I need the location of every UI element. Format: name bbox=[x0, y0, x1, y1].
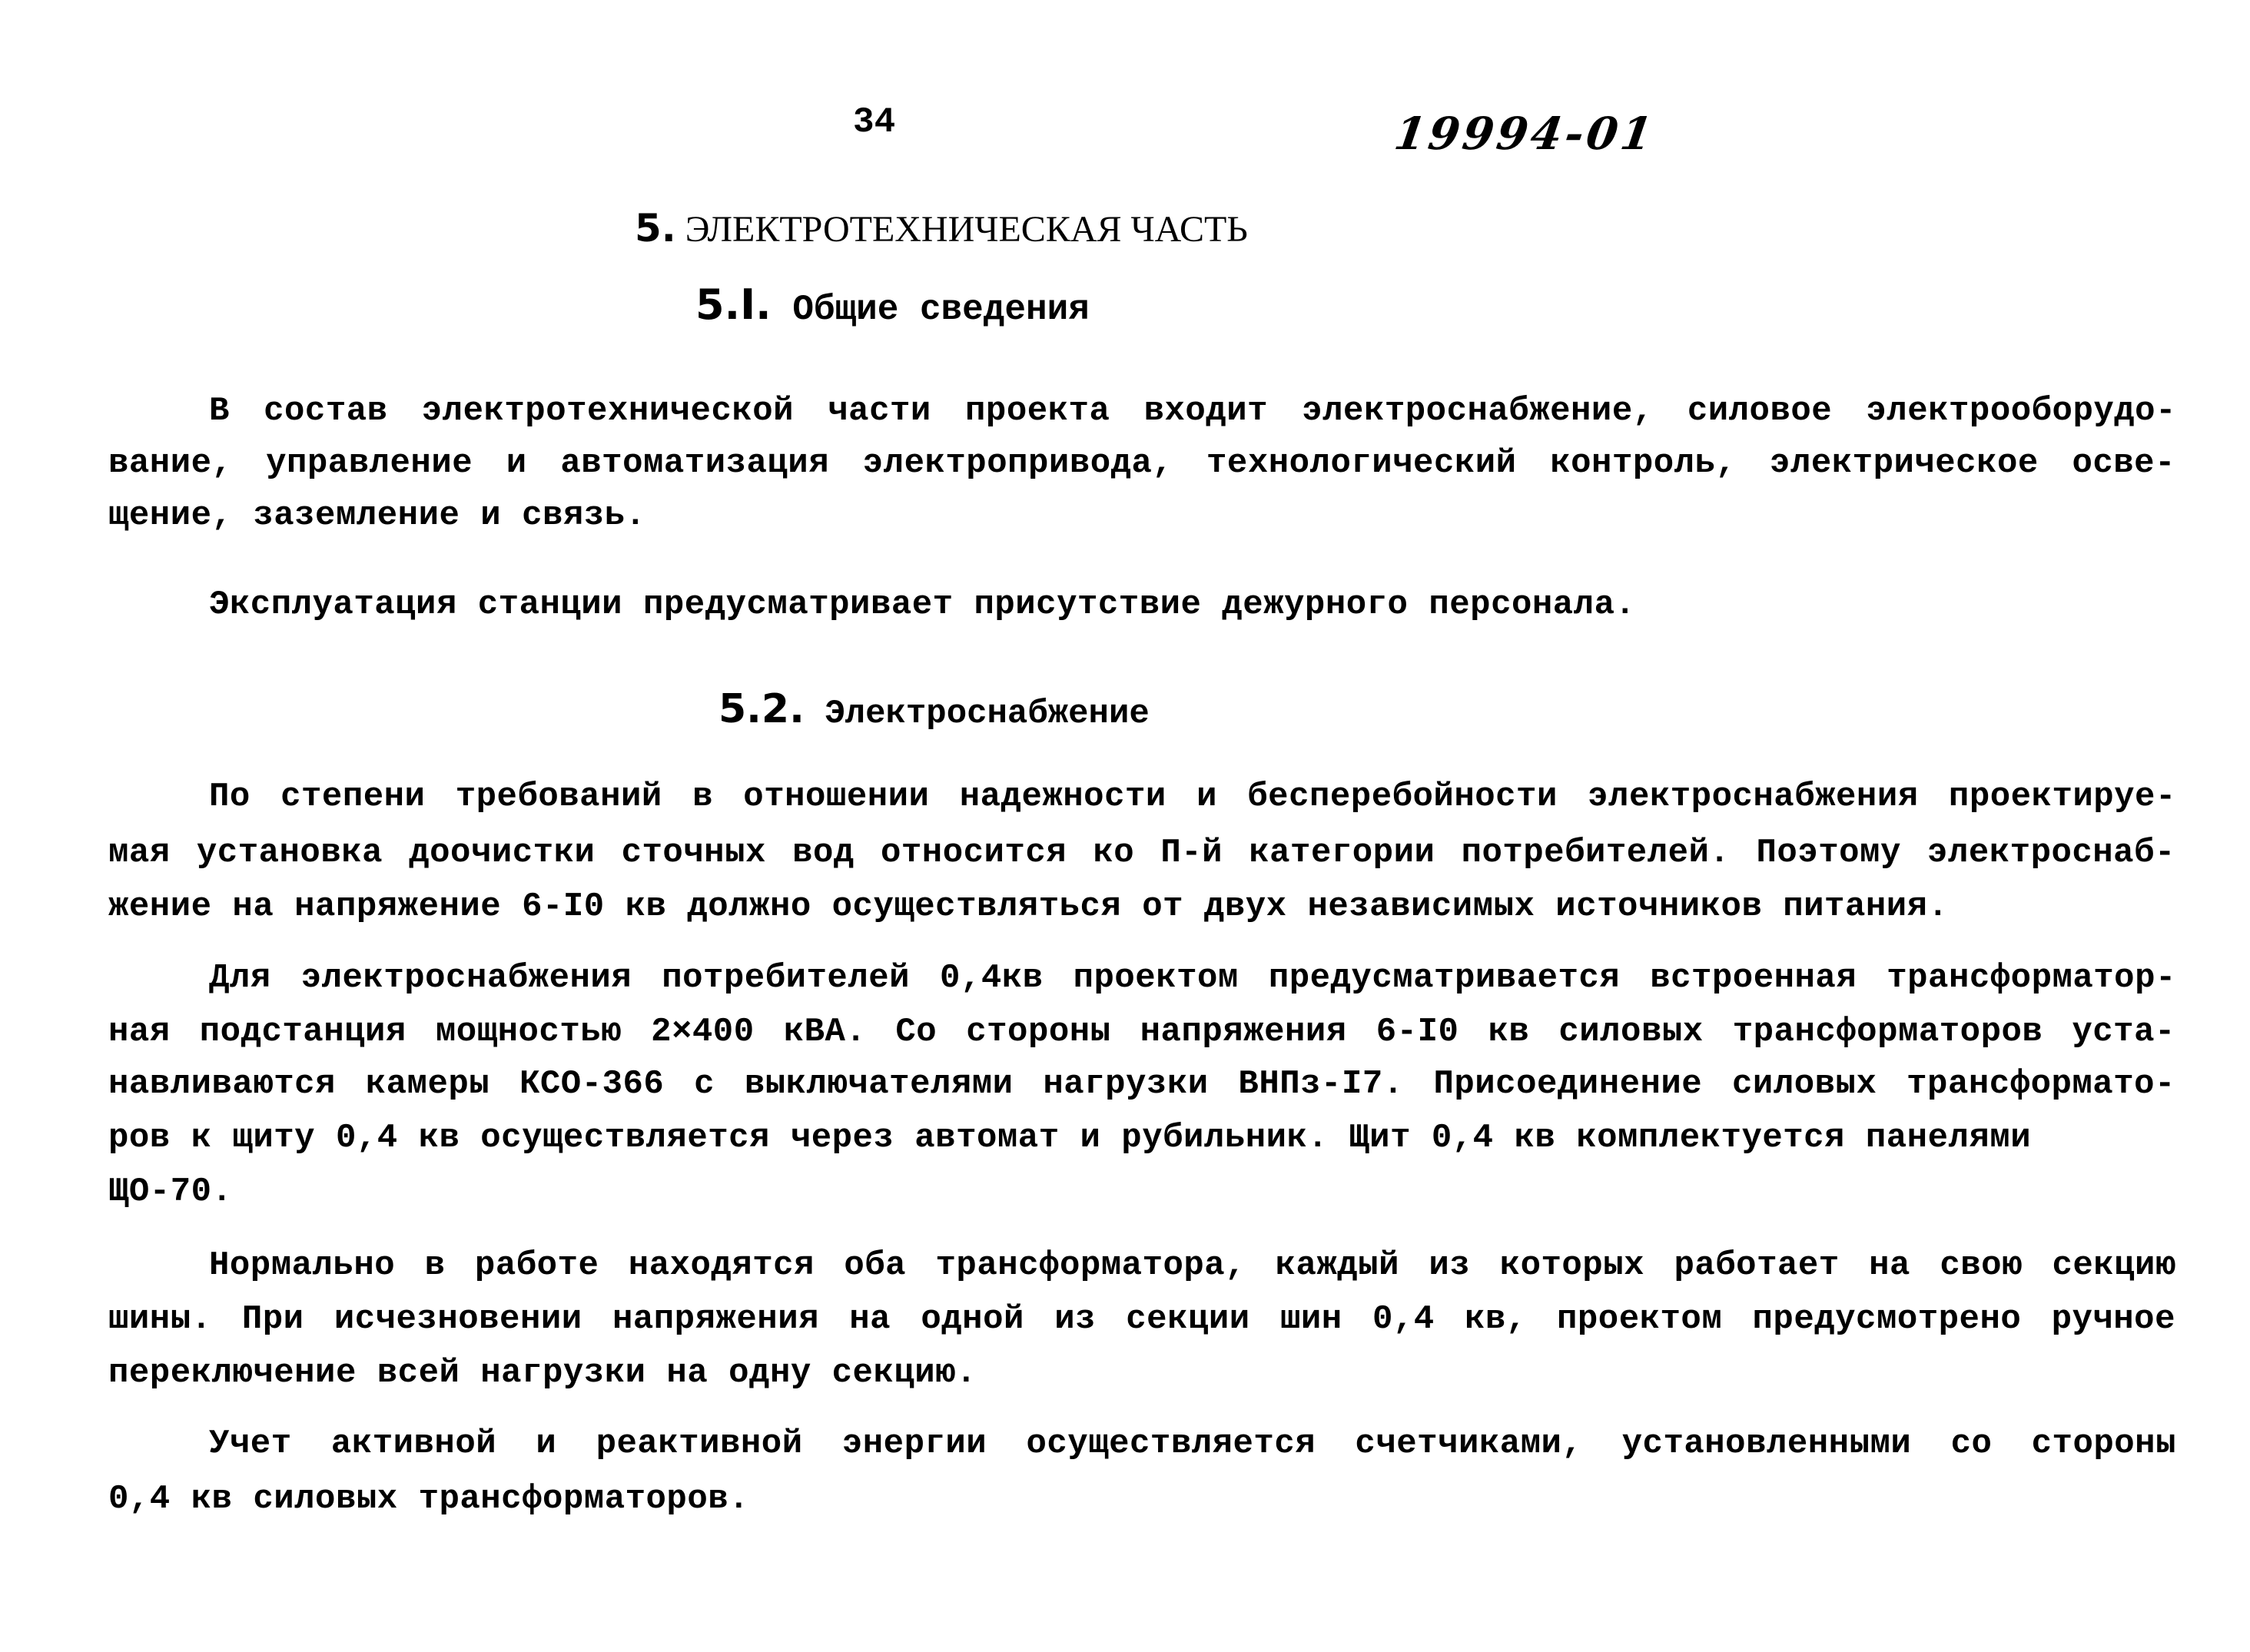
word: свою bbox=[1940, 1246, 2023, 1285]
word: проектом bbox=[1557, 1300, 1723, 1339]
word: реактивной bbox=[596, 1425, 803, 1463]
paragraph-line: 0,4 кв силовых трансформаторов. bbox=[108, 1480, 750, 1518]
word: относится bbox=[881, 834, 1067, 872]
word: со bbox=[1950, 1425, 1993, 1463]
paragraph-line bbox=[209, 1425, 2176, 1463]
word: из bbox=[1054, 1300, 1096, 1339]
word: электропривода, bbox=[862, 444, 1173, 483]
word: кВА. bbox=[783, 1013, 867, 1051]
word: из bbox=[1429, 1246, 1471, 1285]
subsection-1-heading bbox=[695, 280, 1090, 330]
paragraph-line bbox=[209, 392, 2176, 430]
word: категории bbox=[1249, 834, 1435, 872]
section-number: 5. bbox=[635, 206, 676, 250]
paragraph-line bbox=[108, 1065, 2175, 1103]
word: работает bbox=[1674, 1246, 1840, 1285]
word: установка bbox=[196, 834, 383, 872]
word: одной bbox=[921, 1300, 1024, 1339]
word: активной bbox=[330, 1425, 497, 1463]
word: силовых bbox=[1558, 1013, 1704, 1051]
word: кв, bbox=[1465, 1300, 1527, 1339]
paragraph-line bbox=[209, 1246, 2176, 1285]
paragraph-line bbox=[108, 444, 2175, 483]
word: ручное bbox=[2051, 1300, 2175, 1339]
word: потребителей. bbox=[1461, 834, 1731, 872]
word: находятся bbox=[628, 1246, 815, 1285]
paragraph-line: жение на напряжение 6-I0 кв должно осуществляться от двух независимых источников питания. bbox=[108, 887, 1949, 926]
word: трансформаторов bbox=[1732, 1013, 2043, 1051]
word: и bbox=[506, 444, 527, 483]
word: уста- bbox=[2072, 1013, 2175, 1051]
word: с bbox=[694, 1065, 715, 1103]
word: Присоединение bbox=[1433, 1065, 1703, 1103]
word: автоматизация bbox=[560, 444, 830, 483]
word: которых bbox=[1499, 1246, 1645, 1285]
word: осуществляется bbox=[1026, 1425, 1316, 1463]
word: камеры bbox=[365, 1065, 490, 1103]
word: осве- bbox=[2072, 444, 2175, 483]
paragraph-line: переключение всей нагрузки на одну секцию. bbox=[108, 1354, 977, 1392]
word: стороны bbox=[2031, 1425, 2176, 1463]
subsection-2-title: Электроснабжение bbox=[825, 695, 1150, 733]
paragraph-line: ров к щиту 0,4 кв осуществляется через автомат и рубильник. Щит 0,4 кв комплектуется панелями bbox=[108, 1119, 2032, 1157]
word: Нормально bbox=[209, 1246, 396, 1285]
word: нагрузки bbox=[1043, 1065, 1209, 1103]
word: электроснаб- bbox=[1927, 834, 2175, 872]
word: КСО-366 bbox=[519, 1065, 665, 1103]
word: части bbox=[828, 392, 931, 430]
word: напряжения bbox=[612, 1300, 819, 1339]
word: электрическое bbox=[1770, 444, 2039, 483]
word: При bbox=[241, 1300, 304, 1339]
paragraph-line: щение, заземление и связь. bbox=[108, 496, 646, 535]
word: на bbox=[1869, 1246, 1910, 1285]
section-heading bbox=[635, 206, 1248, 250]
word: В bbox=[209, 392, 230, 430]
word: каждый bbox=[1275, 1246, 1399, 1285]
section-title: ЭЛЕКТРОТЕХНИЧЕСКАЯ ЧАСТЬ bbox=[685, 209, 1248, 250]
word: сточных bbox=[621, 834, 766, 872]
word: 6-I0 bbox=[1376, 1013, 1459, 1051]
document-code-handwritten: 19994-01 bbox=[1391, 108, 1659, 160]
word: входит bbox=[1143, 392, 1269, 430]
word: По bbox=[209, 778, 251, 816]
word: установленными bbox=[1621, 1425, 1912, 1463]
word: выключателями bbox=[744, 1065, 1014, 1103]
subsection-2-number: 5.2. bbox=[718, 686, 805, 732]
word: и bbox=[1196, 778, 1217, 816]
word: П-й bbox=[1160, 834, 1223, 872]
word: электрооборудо- bbox=[1866, 392, 2176, 430]
word: вод bbox=[792, 834, 855, 872]
word: ная bbox=[108, 1013, 171, 1051]
word: потребителей bbox=[662, 959, 911, 997]
word: работе bbox=[474, 1246, 599, 1285]
word: секцию bbox=[2052, 1246, 2176, 1285]
paragraph-line bbox=[108, 834, 2175, 872]
word: требований bbox=[455, 778, 662, 816]
word: проекта bbox=[965, 392, 1110, 430]
word: управление bbox=[266, 444, 473, 483]
subsection-2-heading bbox=[718, 686, 1150, 733]
word: доочистки bbox=[409, 834, 596, 872]
word: секции bbox=[1126, 1300, 1250, 1339]
word: напряжения bbox=[1140, 1013, 1347, 1051]
word: шин bbox=[1280, 1300, 1342, 1339]
word: Учет bbox=[209, 1425, 292, 1463]
word: силовых bbox=[1732, 1065, 1877, 1103]
word: навливаются bbox=[108, 1065, 336, 1103]
subsection-1-number: 5.I. bbox=[695, 280, 772, 329]
word: электроснабжение, bbox=[1302, 392, 1654, 430]
word: трансформатора, bbox=[935, 1246, 1246, 1285]
word: в bbox=[424, 1246, 446, 1285]
word: в bbox=[692, 778, 713, 816]
word: стороны bbox=[966, 1013, 1111, 1051]
paragraph-line bbox=[209, 959, 2176, 997]
subsection-1-title: Общие сведения bbox=[792, 290, 1090, 330]
word: кв bbox=[1488, 1013, 1530, 1051]
word: энергии bbox=[841, 1425, 987, 1463]
word: проектом bbox=[1073, 959, 1239, 997]
word: вание, bbox=[108, 444, 233, 483]
word: шины. bbox=[108, 1300, 212, 1339]
word: трансформатор- bbox=[1887, 959, 2176, 997]
word: электротехнической bbox=[421, 392, 795, 430]
word: степени bbox=[280, 778, 426, 816]
word: 2×400 bbox=[651, 1013, 755, 1051]
word: технологический bbox=[1206, 444, 1517, 483]
word: мая bbox=[108, 834, 171, 872]
word: предусматривается bbox=[1268, 959, 1621, 997]
word: предусмотрено bbox=[1752, 1300, 2022, 1339]
paragraph-line: ЩО-70. bbox=[108, 1173, 233, 1211]
word: мощностью bbox=[435, 1013, 622, 1051]
word: 0,4 bbox=[1372, 1300, 1435, 1339]
word: подстанция bbox=[199, 1013, 407, 1051]
word: на bbox=[849, 1300, 891, 1339]
word: трансформато- bbox=[1907, 1065, 2175, 1103]
word: Со bbox=[895, 1013, 938, 1051]
word: электроснабжения bbox=[1588, 778, 1919, 816]
word: бесперебойности bbox=[1247, 778, 1558, 816]
word: 0,4кв bbox=[940, 959, 1044, 997]
word: электроснабжения bbox=[300, 959, 632, 997]
word: оба bbox=[844, 1246, 907, 1285]
word: надежности bbox=[959, 778, 1166, 816]
word: встроенная bbox=[1650, 959, 1857, 997]
word: контроль, bbox=[1550, 444, 1737, 483]
word: исчезновении bbox=[334, 1300, 582, 1339]
paragraph-line bbox=[108, 1300, 2175, 1339]
word: отношении bbox=[743, 778, 930, 816]
word: проектируе- bbox=[1948, 778, 2176, 816]
page-number: 34 bbox=[853, 102, 896, 142]
word: и bbox=[536, 1425, 557, 1463]
word: Поэтому bbox=[1756, 834, 1901, 872]
paragraph-line: Эксплуатация станции предусматривает присутствие дежурного персонала. bbox=[209, 585, 1636, 624]
paragraph-line bbox=[108, 1013, 2175, 1051]
word: ВНПз-I7. bbox=[1238, 1065, 1404, 1103]
word: силовое bbox=[1687, 392, 1833, 430]
word: ко bbox=[1093, 834, 1135, 872]
word: Для bbox=[209, 959, 271, 997]
paragraph-line bbox=[209, 778, 2176, 816]
word: счетчиками, bbox=[1355, 1425, 1583, 1463]
word: состав bbox=[264, 392, 388, 430]
